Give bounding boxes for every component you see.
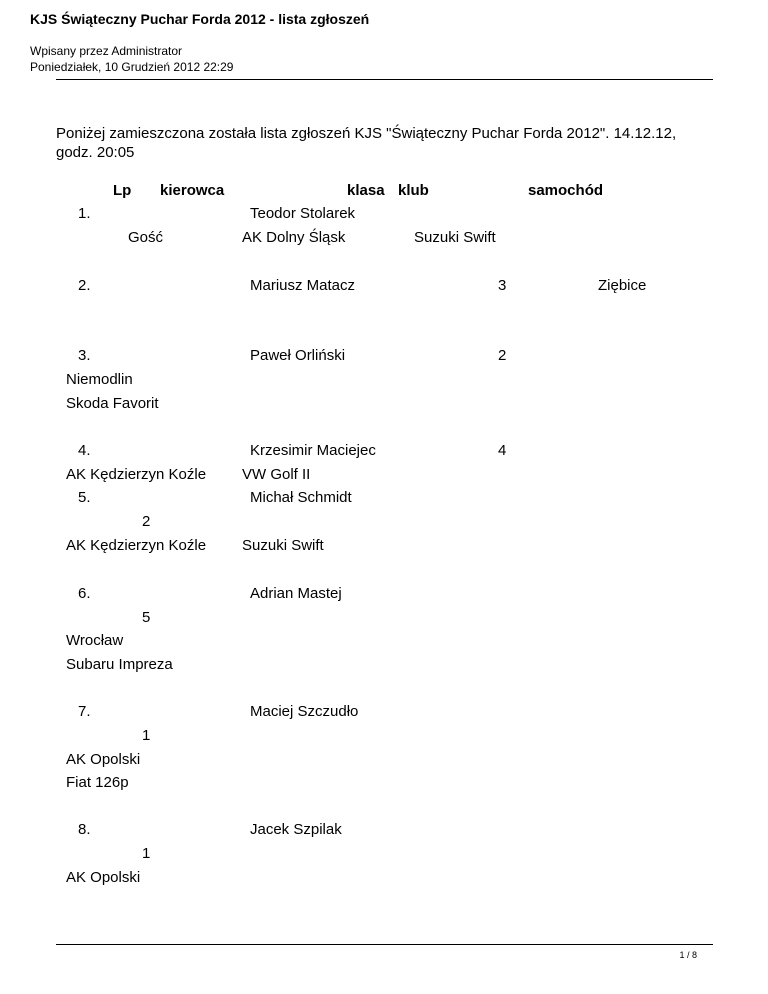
entry-klasa: 2	[498, 347, 507, 364]
entry-klub: AK Kędzierzyn Koźle	[66, 537, 207, 554]
entry-klub: Wrocław	[66, 632, 124, 649]
entry-lp: 1.	[78, 205, 91, 222]
col-header-klasa: klasa	[347, 182, 385, 199]
entry-lp: 4.	[78, 442, 91, 459]
entry-kierowca: Adrian Mastej	[250, 585, 342, 602]
entry-klub: Ziębice	[598, 277, 647, 294]
entry-lp: 2.	[78, 277, 91, 294]
entry-kierowca: Teodor Stolarek	[250, 205, 356, 222]
date-line: Poniedziałek, 10 Grudzień 2012 22:29	[30, 60, 234, 74]
entry-samochod: Fiat 126p	[66, 774, 129, 791]
footer-divider	[56, 944, 713, 945]
entry-klub: AK Kędzierzyn Koźle	[66, 466, 207, 483]
entry-klub: AK Dolny Śląsk	[242, 229, 346, 246]
entry-klub: Niemodlin	[66, 371, 133, 388]
entry-lp: 3.	[78, 347, 91, 364]
author-line: Wpisany przez Administrator	[30, 44, 183, 58]
col-header-lp: Lp	[113, 182, 132, 199]
entry-samochod: Subaru Impreza	[66, 656, 173, 673]
entry-samochod: Suzuki Swift	[414, 229, 496, 246]
header-divider	[56, 79, 713, 80]
entry-klasa: 4	[498, 442, 507, 459]
entry-klasa: 3	[498, 277, 507, 294]
entry-klub: AK Opolski	[66, 751, 141, 768]
entry-lp: 5.	[78, 489, 91, 506]
entry-klasa: 1	[142, 727, 151, 744]
entry-kierowca: Maciej Szczudło	[250, 703, 359, 720]
intro-paragraph: Poniżej zamieszczona została lista zgłoszeń KJS "Świąteczny Puchar Forda 2012". 14.12.12, godz. 20:05	[56, 125, 677, 161]
entry-kierowca: Paweł Orliński	[250, 347, 346, 364]
entry-kierowca: Krzesimir Maciejec	[250, 442, 376, 459]
entry-lp: 8.	[78, 821, 91, 838]
col-header-klub: klub	[398, 182, 429, 199]
entry-kierowca: Michał Schmidt	[250, 489, 352, 506]
entry-klub: AK Opolski	[66, 869, 141, 886]
entry-lp: 6.	[78, 585, 91, 602]
entry-klasa: Gość	[128, 229, 164, 246]
entry-kierowca: Mariusz Matacz	[250, 277, 356, 294]
page-title: KJS Świąteczny Puchar Forda 2012 - lista zgłoszeń	[30, 11, 370, 27]
entry-klasa: 2	[142, 513, 151, 530]
entry-lp: 7.	[78, 703, 91, 720]
entry-samochod: VW Golf II	[242, 466, 311, 483]
col-header-kierowca: kierowca	[160, 182, 225, 199]
col-header-samochod: samochód	[528, 182, 604, 199]
entry-klasa: 5	[142, 609, 151, 626]
entry-kierowca: Jacek Szpilak	[250, 821, 342, 838]
page-number: 1 / 8	[679, 950, 697, 960]
entry-samochod: Suzuki Swift	[242, 537, 324, 554]
entry-samochod: Skoda Favorit	[66, 395, 159, 412]
entry-klasa: 1	[142, 845, 151, 862]
